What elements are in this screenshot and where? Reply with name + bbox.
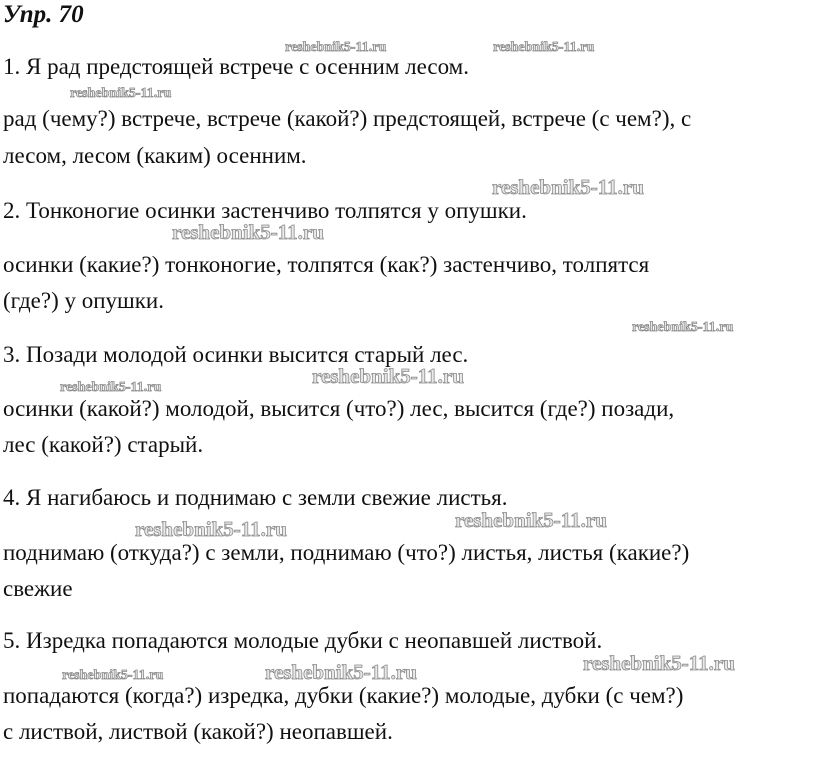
watermark: reshebnik5-11.ru	[583, 651, 735, 675]
analysis-4-line-2: свежие	[3, 576, 73, 601]
watermark: reshebnik5-11.ru	[632, 320, 734, 335]
sentence-1: 1. Я рад предстоящей встрече с осенним лесом.	[3, 54, 469, 79]
sentence-3: 3. Позади молодой осинки высится старый лес.	[3, 342, 469, 367]
exercise-title: Упр. 70	[3, 1, 84, 28]
analysis-4-line-1: поднимаю (откуда?) с земли, поднимаю (что?) листья, листья (какие?)	[3, 540, 690, 565]
analysis-5-line-1: попадаются (когда?) изредка, дубки (какие?) молодые, дубки (с чем?)	[3, 683, 684, 708]
watermark: reshebnik5-11.ru	[493, 40, 595, 55]
analysis-2-line-1: осинки (какие?) тонконогие, толпятся (как?) застенчиво, толпятся	[3, 252, 650, 277]
analysis-5-line-2: с листвой, листвой (какой?) неопавшей.	[3, 719, 393, 744]
watermark: reshebnik5-11.ru	[455, 508, 607, 532]
watermark: reshebnik5-11.ru	[62, 668, 164, 683]
analysis-2-line-2: (где?) у опушки.	[3, 288, 164, 313]
sentence-4: 4. Я нагибаюсь и поднимаю с земли свежие листья.	[3, 485, 508, 510]
watermark: reshebnik5-11.ru	[265, 660, 417, 684]
analysis-3-line-2: лес (какой?) старый.	[3, 432, 204, 457]
watermark: reshebnik5-11.ru	[285, 40, 387, 55]
analysis-1-line-2: лесом, лесом (каким) осенним.	[3, 143, 307, 168]
watermark: reshebnik5-11.ru	[312, 364, 464, 388]
watermark: reshebnik5-11.ru	[70, 86, 172, 101]
watermark: reshebnik5-11.ru	[60, 380, 162, 395]
analysis-1-line-1: рад (чему?) встрече, встрече (какой?) предстоящей, встрече (с чем?), с	[3, 106, 692, 131]
sentence-5: 5. Изредка попадаются молодые дубки с неопавшей листвой.	[3, 628, 603, 653]
analysis-3-line-1: осинки (какой?) молодой, высится (что?) лес, высится (где?) позади,	[3, 396, 675, 421]
sentence-2: 2. Тонконогие осинки застенчиво толпятся у опушки.	[3, 198, 527, 223]
watermark: reshebnik5-11.ru	[492, 175, 644, 199]
watermark: reshebnik5-11.ru	[135, 517, 287, 541]
watermark: reshebnik5-11.ru	[172, 220, 324, 244]
